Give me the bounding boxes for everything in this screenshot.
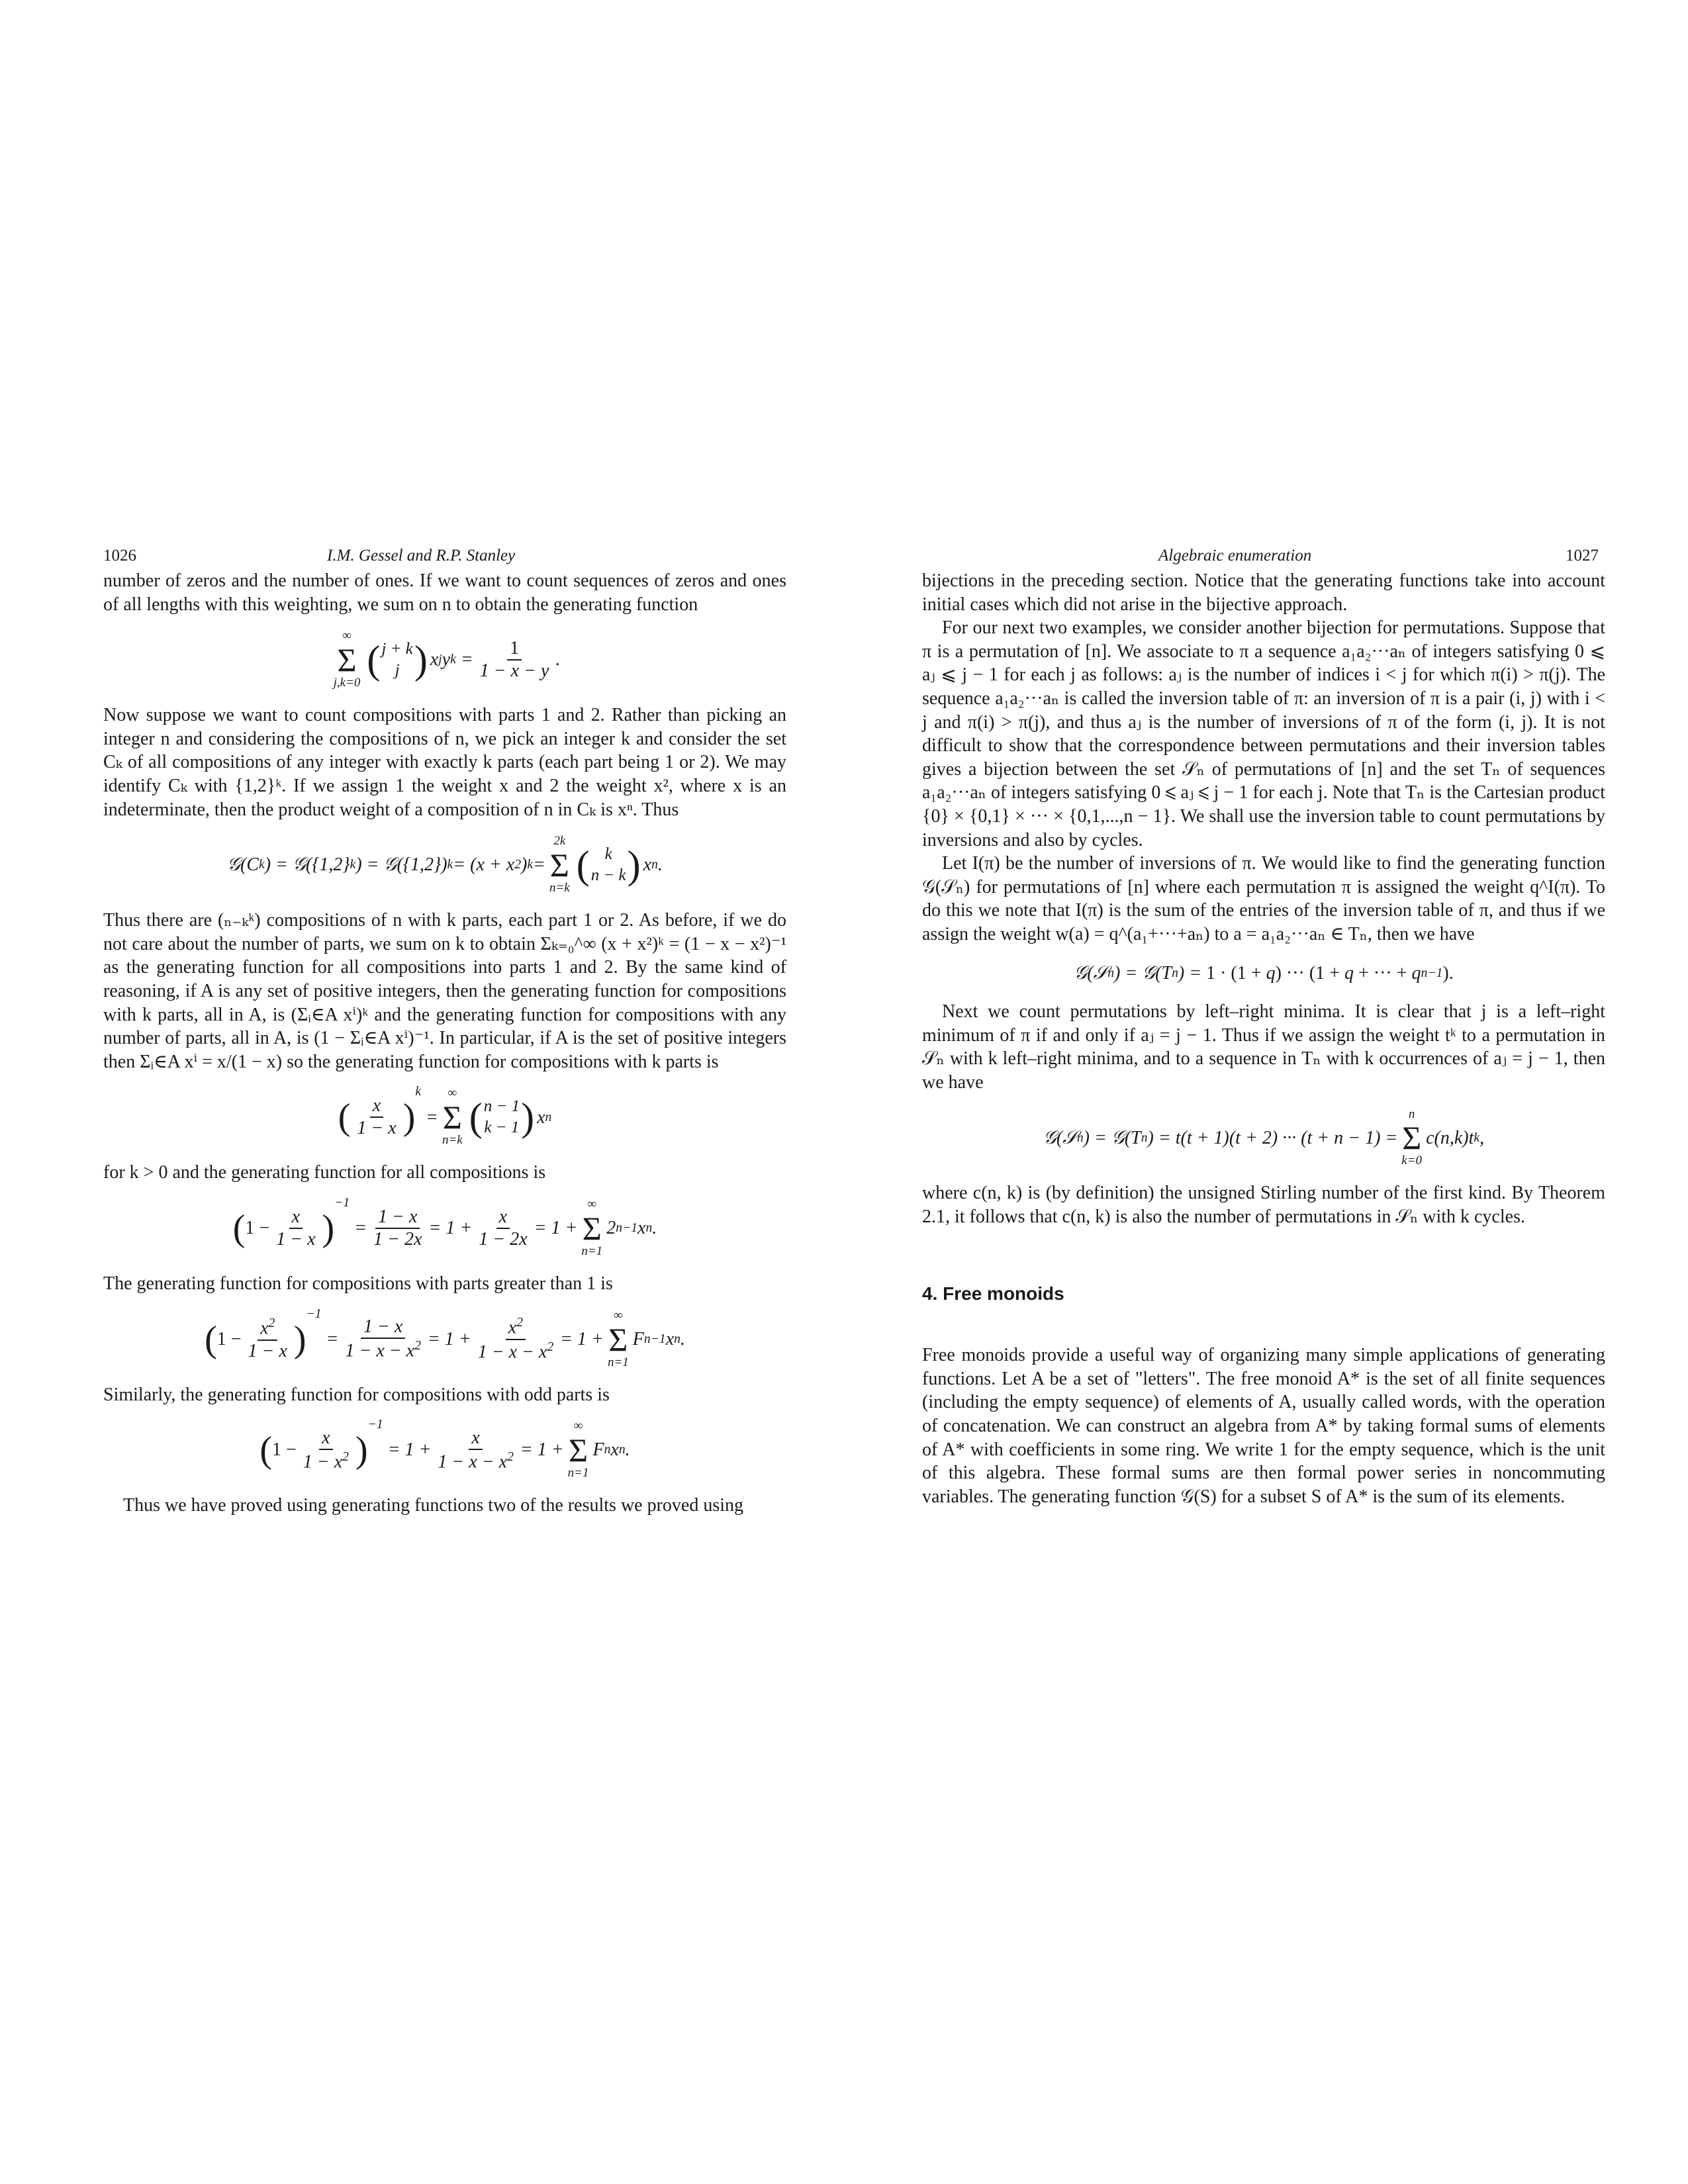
left-page-number: 1026 [103, 547, 136, 565]
left-paragraph-5: The generating function for compositions with parts greater than 1 is [103, 1273, 613, 1294]
right-paragraph-2: For our next two examples, we consider another bijection for permutations. Suppose that π is a permutation of [n]. We associate to π a sequence a₁a₂···aₙ of integers satisfying 0 ⩽ aⱼ ⩽ j − 1 for each j as follows: aⱼ is the number of indices i < j for which π(i) > π(j). The sequence a₁a₂···aₙ is called the inversion table of π: an inversion of π is a pair (i, j) with i < j and π(i) > π(j), and thus aⱼ is the number of inversions of π of the form (i, j). It is not difficult to show that the correspondence between permutations and their inversion tables gives a bijection between the set 𝒮ₙ of permutations of [n] and the set Tₙ of sequences a₁a₂···aₙ of integers satisfying 0 ⩽ aⱼ ⩽ j − 1 for each j. Note that Tₙ is the Cartesian product {0} × {0,1} × ··· × {0,1,...,n − 1}. We shall use the inversion table to count permutations by inversions and also by cycles. [922, 617, 1605, 850]
equation-all-compositions: ( 1 − $\frac{x}{1 - x}$ ) $^{-1}$ = $\frac{1 - x}{1 - 2x}$ = 1 + $\frac{x}{1 - 2x}$ = 1 + ∞ Σ n=1 2 n−1 x n . [232, 1195, 657, 1258]
right-paragraph-1: bijections in the preceding section. Notice that the generating functions take into account initial cases which did not arise in the bijective approach. [922, 570, 1605, 615]
left-paragraph-3: Thus there are (ₙ₋ₖᵏ) compositions of n with k parts, each part 1 or 2. As before, if we do not care about the number of parts, we sum on k to obtain Σₖ₌₀^∞ (x + x²)ᵏ = (1 − x − x²)⁻¹ as the generating function for all compositions into parts 1 and 2. By the same kind of reasoning, if A is any set of positive integers, then the generating function for compositions with k parts, all in A, is (Σᵢ∈A xⁱ)ᵏ and the generating function for compositions with any number of parts, all in A, is (1 − Σᵢ∈A xⁱ)⁻¹. In particular, if A is the set of positive integers then Σᵢ∈A xⁱ = x/(1 − x) so the generating function for compositions with k parts is [103, 910, 786, 1072]
right-column [922, 569, 1605, 1508]
left-paragraph-4: for k > 0 and the generating function for all compositions is [103, 1162, 546, 1183]
right-paragraph-4: Next we count permutations by left–right minima. It is clear that j is a left–right minimum of π if and only if aⱼ = j − 1. Thus if we assign the weight tᵏ to a permutation in 𝒮ₙ with k left–right minima, and to a sequence in Tₙ with k occurrences of aⱼ = j − 1, then we have [922, 1001, 1605, 1093]
right-running-head: Algebraic enumeration [1158, 547, 1312, 565]
section-heading-free-monoids: 4. Free monoids [922, 1283, 1064, 1304]
left-paragraph-1: number of zeros and the number of ones. If we want to count sequences of zeros and ones of all lengths with this weighting, we sum on n to obtain the generating function [103, 570, 786, 615]
right-paragraph-6: Free monoids provide a useful way of organizing many simple applications of generating functions. Let A be a set of "letters". The free monoid A* is the set of all finite sequences (including the empty sequence) of elements of A, usually called words, with the operation of concatenation. We can construct an algebra from A* by taking formal sums of elements of A* with coefficients in some ring. We write 1 for the empty sequence, which is the unit of this algebra. These formal sums are then formal power series in noncommuting variables. The generating function 𝒢(S) for a subset S of A* is the sum of its elements. [922, 1345, 1605, 1507]
left-column [103, 569, 786, 1518]
equation-inversions: 𝒢(𝒮 n ) = 𝒢(T n ) = 1 · (1 + q ) ··· (1 + q + ··· + q n−1 ). [1074, 962, 1454, 983]
equation-compositions-k-parts: ( $\frac{x}{1 - x}$ ) $^k$ = ∞ Σ n=k ( n − 1 k − 1 ) x n [338, 1085, 552, 1148]
equation-binomial-generating-function: ∞ Σ j,k=0 ( j + k j ) x j y k = $\frac{1}{1 - x - y}$ . [333, 629, 561, 690]
equation-left-right-minima: 𝒢(𝒮 n ) = 𝒢(T n ) = t(t + 1)(t + 2) ··· (t + n − 1) = n Σ k=0 c(n,k)t k , [1043, 1107, 1485, 1168]
equation-odd-parts: ( 1 − $\frac{x}{1 - x^2}$ ) $^{-1}$ = 1 + $\frac{x}{1 - x - x^2}$ = 1 + ∞ Σ n=1 F n x n . [259, 1418, 630, 1480]
right-page [844, 0, 1688, 2184]
left-running-head: I.M. Gessel and R.P. Stanley [327, 547, 516, 565]
equation-compositions-parts-1-2: 𝒢(C k ) = 𝒢({1,2} k ) = 𝒢({1,2}) k = (x + x 2 ) k = 2k Σ n=k ( k n − k ) x n . [227, 834, 663, 895]
right-paragraph-3: Let I(π) be the number of inversions of π. We would like to find the generating function 𝒢(𝒮ₙ) for permutations of [n] where each permutation π is assigned the weight q^I(π). To do this we note that I(π) is the sum of the entries of the inversion table of π, and thus if we assign the weight w(a) = q^(a₁+···+aₙ) to a = a₁a₂···aₙ ∈ Tₙ, then we have [922, 853, 1605, 944]
right-page-number: 1027 [1566, 547, 1599, 565]
left-paragraph-2: Now suppose we want to count compositions with parts 1 and 2. Rather than picking an integer n and considering the compositions of n, we pick an integer k and consider the set Cₖ of all compositions of any integer with exactly k parts (each part being 1 or 2). We may identify Cₖ with {1,2}ᵏ. If we assign 1 the weight x and 2 the weight x², where x is an indeterminate, then the product weight of a composition of n in Cₖ is xⁿ. Thus [103, 705, 786, 820]
left-paragraph-7: Thus we have proved using generating functions two of the results we proved using [123, 1495, 744, 1516]
left-paragraph-6: Similarly, the generating function for compositions with odd parts is [103, 1384, 610, 1405]
equation-parts-greater-than-1: ( 1 − $\frac{x^2}{1 - x}$ ) $^{-1}$ = $\frac{1 - x}{1 - x - x^2}$ = 1 + $\frac{x^2}{1 - x - x^2}$ = 1 + ∞ Σ n=1 F n−1 x n . [205, 1306, 685, 1369]
right-paragraph-5: where c(n, k) is (by definition) the unsigned Stirling number of the first kind. By Theorem 2.1, it follows that c(n, k) is also the number of permutations in 𝒮ₙ with k cycles. [922, 1183, 1605, 1228]
